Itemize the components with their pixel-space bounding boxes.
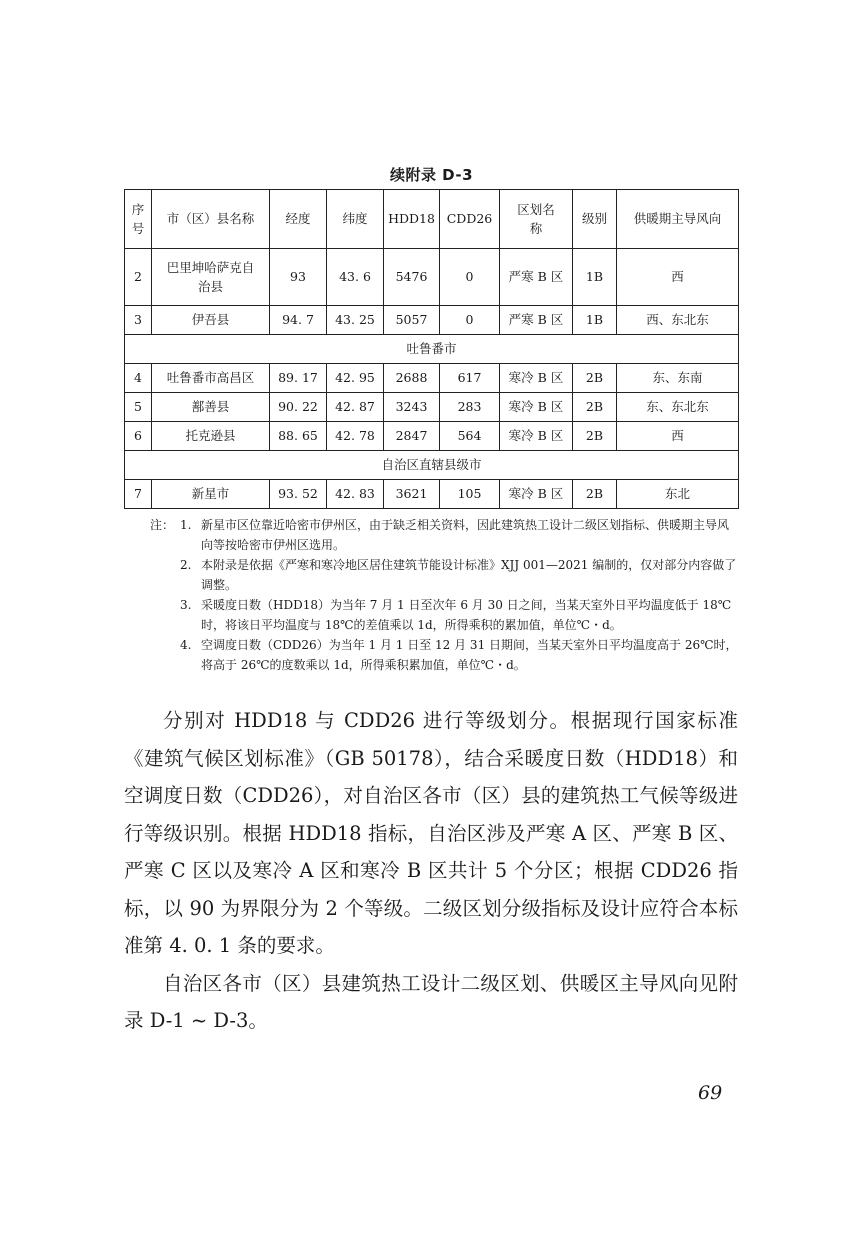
cell-name: 伊吾县 (152, 306, 270, 335)
cell-wind: 西 (617, 422, 739, 451)
cell-zone: 寒冷 B 区 (500, 393, 573, 422)
header-wind: 供暖期主导风向 (617, 190, 739, 249)
cell-wind: 东、东北东 (617, 393, 739, 422)
cell-cdd26: 0 (440, 306, 500, 335)
note-number: 2. (180, 558, 192, 572)
group-label: 自治区直辖县级市 (125, 451, 739, 480)
table-row (125, 306, 739, 335)
cell-wind: 西、东北东 (617, 306, 739, 335)
cell-latitude: 42. 78 (327, 422, 384, 451)
cell-name: 巴里坤哈萨克自治县 (152, 249, 270, 306)
cell-wind: 东、东南 (617, 364, 739, 393)
cell-name: 鄯善县 (152, 393, 270, 422)
note-lead: 注： (150, 518, 175, 532)
cell-seq: 7 (125, 480, 152, 509)
header-longitude: 经度 (270, 190, 327, 249)
cell-hdd18: 5476 (384, 249, 440, 306)
table-row (125, 480, 739, 509)
cell-seq: 6 (125, 422, 152, 451)
note-number: 4. (180, 638, 192, 652)
header-hdd18: HDD18 (384, 190, 440, 249)
cell-hdd18: 2688 (384, 364, 440, 393)
table-row (125, 249, 739, 306)
cell-zone: 严寒 B 区 (500, 249, 573, 306)
note-item (150, 515, 740, 555)
table-row (125, 393, 739, 422)
group-row-direct (125, 451, 739, 480)
note-item (150, 635, 740, 675)
cell-longitude: 94. 7 (270, 306, 327, 335)
cell-seq: 4 (125, 364, 152, 393)
header-level: 级别 (573, 190, 617, 249)
body-text (124, 702, 738, 1040)
table-title: 续附录 D-3 (389, 166, 474, 184)
cell-level: 2B (573, 422, 617, 451)
header-cdd26: CDD26 (440, 190, 500, 249)
cell-zone: 寒冷 B 区 (500, 480, 573, 509)
cell-level: 1B (573, 306, 617, 335)
cell-seq: 2 (125, 249, 152, 306)
body-paragraph: 自治区各市（区）县建筑热工设计二级区划、供暖区主导风向见附录 D-1 ~ D-3。 (124, 971, 738, 1032)
cell-cdd26: 564 (440, 422, 500, 451)
cell-seq: 3 (125, 306, 152, 335)
cell-longitude: 88. 65 (270, 422, 327, 451)
cell-wind: 西 (617, 249, 739, 306)
cell-wind: 东北 (617, 480, 739, 509)
note-number: 3. (180, 598, 192, 612)
cell-cdd26: 0 (440, 249, 500, 306)
table-row (125, 364, 739, 393)
cell-seq: 5 (125, 393, 152, 422)
cell-longitude: 93 (270, 249, 327, 306)
header-latitude: 纬度 (327, 190, 384, 249)
body-paragraph: 分别对 HDD18 与 CDD26 进行等级划分。根据现行国家标准《建筑气候区划标准》（GB 50178），结合采暖度日数（HDD18）和空调度日数（CDD26），对自治区各市（区）县的建筑热工气候等级进行等级识别。根据 HDD18 指标，自治区涉及严寒 A 区、严寒 B 区、严寒 C 区以及寒冷 A 区和寒冷 B 区共计 5 个分区；根据 CDD26 指标，以 90 为界限分为 2 个等级。二级区划分级指标及设计应符合本标准第 4. 0. 1 条的要求。 (124, 709, 738, 957)
note-text: 本附录是依据《严寒和寒冷地区居住建筑节能设计标准》XJJ 001—2021 编制的，仅对部分内容做了调整。 (201, 558, 737, 592)
group-row-turpan (125, 335, 739, 364)
table-header-row (125, 190, 739, 249)
cell-level: 2B (573, 364, 617, 393)
note-number: 1. (180, 518, 192, 532)
cell-hdd18: 3243 (384, 393, 440, 422)
note-text: 新星市区位靠近哈密市伊州区，由于缺乏相关资料，因此建筑热工设计二级区划指标、供暖期主导风向等按哈密市伊州区选用。 (201, 518, 730, 552)
note-item (150, 595, 740, 635)
note-item (150, 555, 740, 595)
cell-longitude: 90. 22 (270, 393, 327, 422)
table-notes (150, 515, 740, 675)
cell-level: 2B (573, 393, 617, 422)
cell-level: 2B (573, 480, 617, 509)
header-zone: 区划名称 (500, 190, 573, 249)
cell-level: 1B (573, 249, 617, 306)
table-row (125, 422, 739, 451)
cell-cdd26: 105 (440, 480, 500, 509)
cell-latitude: 43. 25 (327, 306, 384, 335)
cell-latitude: 42. 87 (327, 393, 384, 422)
cell-latitude: 42. 83 (327, 480, 384, 509)
cell-cdd26: 617 (440, 364, 500, 393)
cell-latitude: 42. 95 (327, 364, 384, 393)
cell-cdd26: 283 (440, 393, 500, 422)
header-seq: 序号 (125, 190, 152, 249)
note-text: 空调度日数（CDD26）为当年 1 月 1 日至 12 月 31 日期间，当某天室外日平均温度高于 26℃时，将高于 26℃的度数乘以 1d，所得乘积累加值，单位℃・d。 (201, 638, 738, 672)
appendix-table (124, 189, 739, 509)
cell-hdd18: 3621 (384, 480, 440, 509)
cell-longitude: 89. 17 (270, 364, 327, 393)
cell-name: 吐鲁番市高昌区 (152, 364, 270, 393)
cell-latitude: 43. 6 (327, 249, 384, 306)
cell-zone: 寒冷 B 区 (500, 364, 573, 393)
group-label: 吐鲁番市 (125, 335, 739, 364)
cell-hdd18: 5057 (384, 306, 440, 335)
header-name: 市（区）县名称 (152, 190, 270, 249)
cell-zone: 严寒 B 区 (500, 306, 573, 335)
cell-hdd18: 2847 (384, 422, 440, 451)
cell-name: 新星市 (152, 480, 270, 509)
cell-longitude: 93. 52 (270, 480, 327, 509)
page-number: 69 (698, 1082, 723, 1104)
cell-zone: 寒冷 B 区 (500, 422, 573, 451)
cell-name: 托克逊县 (152, 422, 270, 451)
note-text: 采暖度日数（HDD18）为当年 7 月 1 日至次年 6 月 30 日之间，当某天室外日平均温度低于 18℃时，将该日平均温度与 18℃的差值乘以 1d，所得乘积的累加值，单位℃・d。 (201, 598, 732, 632)
